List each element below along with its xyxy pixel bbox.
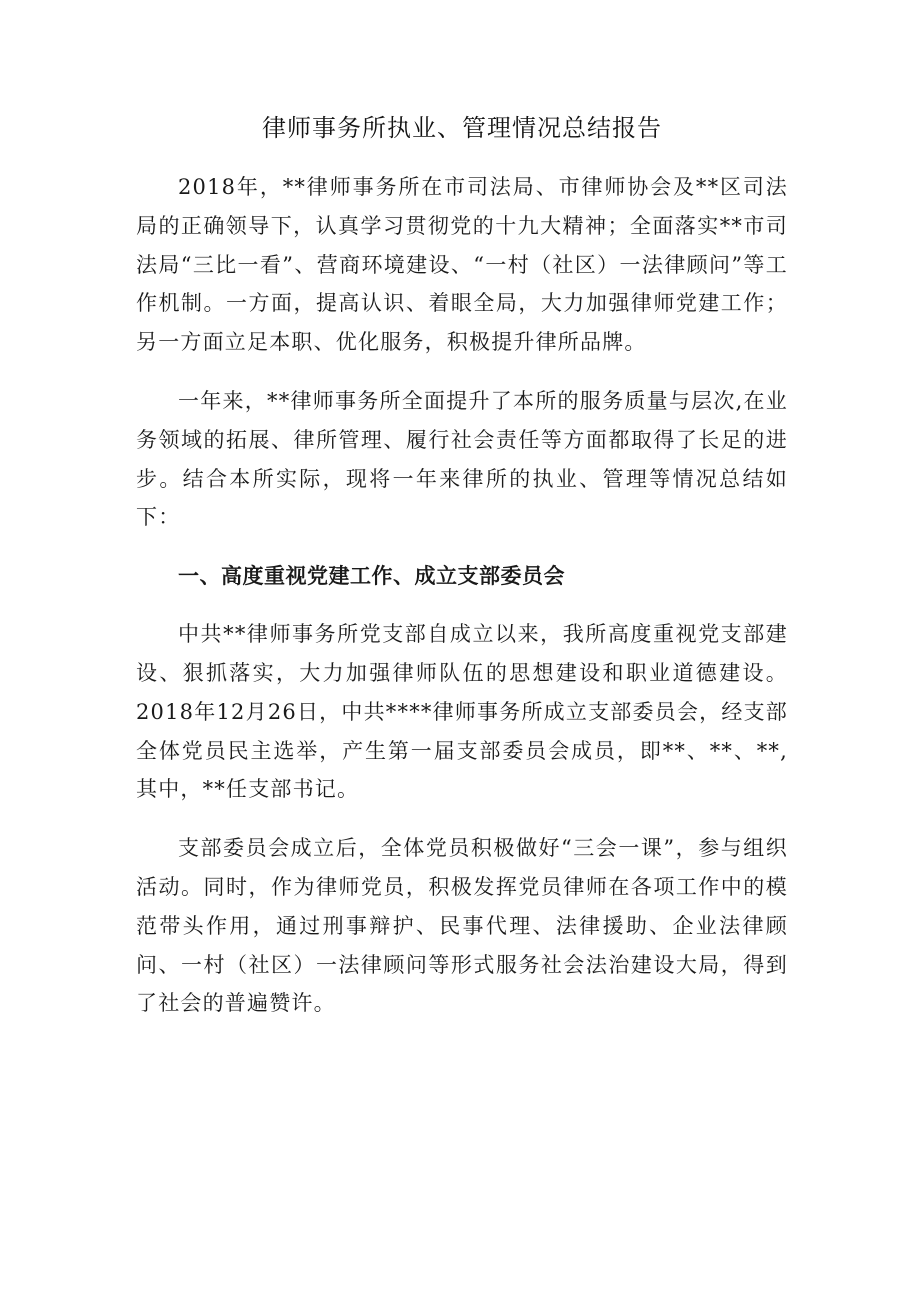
section1-paragraph-2: 支部委员会成立后，全体党员积极做好“三会一课”，参与组织活动。同时，作为律师党员，积极发挥党员律师在各项工作中的模范带头作用，通过刑事辩护、民事代理、法律援助、企业法律顾问、一村（社区）一法律顾问等形式服务社会法治建设大局，得到了社会的普遍赞许。 [136, 836, 788, 1016]
document-page [136, 108, 788, 1043]
summary-paragraph: 一年来，**律师事务所全面提升了本所的服务质量与层次,在业务领域的拓展、律所管理、履行社会责任等方面都取得了长足的进步。结合本所实际，现将一年来律所的执业、管理等情况总结如下： [136, 388, 788, 530]
section-heading-1: 一、高度重视党建工作、成立支部委员会 [178, 564, 565, 589]
intro-paragraph: 2018年，**律师事务所在市司法局、市律师协会及**区司法局的正确领导下，认真学习贯彻党的十九大精神；全面落实**市司法局“三比一看”、营商环境建设、“一村（社区）一法律顾问”等工作机制。一方面，提高认识、着眼全局，大力加强律师党建工作；另一方面立足本职、优化服务，积极提升律所品牌。 [136, 175, 788, 355]
section1-paragraph-1: 中共**律师事务所党支部自成立以来，我所高度重视党支部建设、狠抓落实，大力加强律师队伍的思想建设和职业道德建设。2018年12月26日，中共****律师事务所成立支部委员会，经支部全体党员民主选举，产生第一届支部委员会成员，即**、**、**,其中，**任支部书记。 [136, 622, 788, 802]
document-title: 律师事务所执业、管理情况总结报告 [262, 114, 662, 142]
